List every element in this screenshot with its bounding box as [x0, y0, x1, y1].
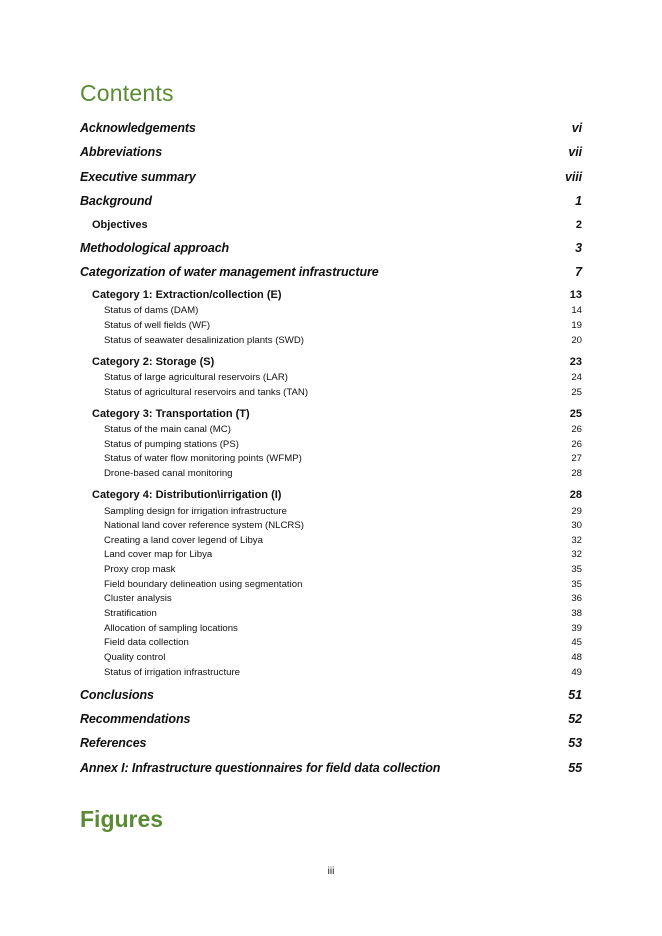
toc-entry-page: 26: [571, 439, 582, 450]
toc-entry-page: 45: [571, 637, 582, 648]
toc-entry-water-flow-monitoring[interactable]: [80, 453, 582, 464]
toc-entry-title: Status of seawater desalinization plants (SWD): [104, 335, 304, 346]
toc-entry-title: Recommendations: [80, 712, 191, 726]
toc-entry-background[interactable]: [80, 194, 582, 208]
toc-entry-page: 30: [571, 520, 582, 531]
toc-entry-acknowledgements[interactable]: [80, 121, 582, 135]
toc-entry-title: Creating a land cover legend of Libya: [104, 535, 263, 546]
toc-entry-title: Executive summary: [80, 170, 196, 184]
toc-entry-dams[interactable]: [80, 305, 582, 316]
toc-entry-recommendations[interactable]: [80, 712, 582, 726]
toc-entry-title: Quality control: [104, 652, 166, 663]
toc-entry-field-boundary[interactable]: [80, 579, 582, 590]
toc-entry-annex-1[interactable]: [80, 761, 582, 775]
toc-entry-proxy-crop-mask[interactable]: [80, 564, 582, 575]
toc-entry-category-4[interactable]: [80, 489, 582, 501]
toc-entry-title: Methodological approach: [80, 241, 230, 255]
toc-entry-page: 13: [569, 289, 582, 301]
toc-entry-title: Category 2: Storage (S): [92, 356, 215, 368]
contents-heading: Contents: [80, 80, 174, 106]
toc-entry-reservoirs-tanks[interactable]: [80, 387, 582, 398]
toc-entry-page: 25: [569, 408, 582, 420]
toc-entry-title: Status of irrigation infrastructure: [104, 667, 240, 678]
toc-entry-page: 7: [575, 265, 582, 279]
toc-entry-page: 27: [571, 453, 582, 464]
toc-entry-title: Field data collection: [104, 637, 189, 648]
toc-entry-executive-summary[interactable]: [80, 170, 582, 184]
toc-entry-page: 3: [575, 241, 582, 255]
toc-entry-page: 55: [568, 761, 582, 775]
toc-entry-title: Category 3: Transportation (T): [92, 408, 250, 420]
toc-entry-title: Allocation of sampling locations: [104, 623, 238, 634]
toc-entry-abbreviations[interactable]: [80, 145, 582, 159]
toc-entry-land-cover-legend[interactable]: [80, 535, 582, 546]
toc-entry-well-fields[interactable]: [80, 320, 582, 331]
toc-entry-page: 38: [571, 608, 582, 619]
toc-entry-title: Field boundary delineation using segmentation: [104, 579, 303, 590]
toc-entry-title: Category 4: Distribution\irrigation (I): [92, 489, 282, 501]
toc-entry-methodological-approach[interactable]: [80, 241, 582, 255]
toc-entry-page: 23: [569, 356, 582, 368]
toc-entry-page: 25: [571, 387, 582, 398]
toc-entry-title: Status of well fields (WF): [104, 320, 211, 331]
toc-entry-title: Drone-based canal monitoring: [104, 468, 233, 479]
toc-entry-title: Status of pumping stations (PS): [104, 439, 239, 450]
toc-entry-page: 14: [571, 305, 582, 316]
toc-entry-title: Categorization of water management infrastructure: [80, 265, 379, 279]
toc-entry-page: 39: [571, 623, 582, 634]
toc-entry-allocation[interactable]: [80, 623, 582, 634]
toc-entry-page: 49: [571, 667, 582, 678]
toc-entry-title: Stratification: [104, 608, 157, 619]
toc-entry-page: 20: [571, 335, 582, 346]
toc-entry-references[interactable]: [80, 736, 582, 750]
toc-entry-title: Status of agricultural reservoirs and tanks (TAN): [104, 387, 309, 398]
toc-entry-page: 53: [568, 736, 582, 750]
toc-entry-title: Annex I: Infrastructure questionnaires for field data collection: [80, 761, 441, 775]
toc-entry-title: Status of the main canal (MC): [104, 424, 231, 435]
toc-entry-page: viii: [565, 170, 582, 184]
toc-entry-stratification[interactable]: [80, 608, 582, 619]
toc-entry-title: Background: [80, 194, 152, 208]
toc-entry-page: 52: [568, 712, 582, 726]
toc-entry-large-reservoirs[interactable]: [80, 372, 582, 383]
toc-entry-pumping-stations[interactable]: [80, 439, 582, 450]
toc-entry-page: 26: [571, 424, 582, 435]
toc-entry-main-canal[interactable]: [80, 424, 582, 435]
toc-entry-page: 35: [571, 579, 582, 590]
toc-entry-page: 29: [571, 506, 582, 517]
toc-entry-sampling-design[interactable]: [80, 506, 582, 517]
toc-entry-title: Sampling design for irrigation infrastructure: [104, 506, 287, 517]
toc-entry-irrigation-status[interactable]: [80, 667, 582, 678]
toc-entry-page: 19: [571, 320, 582, 331]
toc-entry-page: 48: [571, 652, 582, 663]
toc-entry-page: 36: [571, 593, 582, 604]
toc-entry-title: Category 1: Extraction/collection (E): [92, 289, 282, 301]
toc-entry-title: References: [80, 736, 147, 750]
toc-entry-page: vii: [568, 145, 582, 159]
toc-entry-page: 28: [571, 468, 582, 479]
toc-entry-title: Cluster analysis: [104, 593, 172, 604]
toc-entry-page: 24: [571, 372, 582, 383]
toc-entry-page: 32: [571, 549, 582, 560]
document-page: [80, 0, 582, 936]
toc-entry-conclusions[interactable]: [80, 688, 582, 702]
toc-entry-category-2[interactable]: [80, 356, 582, 368]
toc-entry-desalinization[interactable]: [80, 335, 582, 346]
toc-entry-page: 1: [575, 194, 582, 208]
toc-entry-cluster-analysis[interactable]: [80, 593, 582, 604]
toc-entry-field-data-collection[interactable]: [80, 637, 582, 648]
toc-entry-page: 28: [569, 489, 582, 501]
toc-entry-title: Status of water flow monitoring points (WFMP): [104, 453, 302, 464]
toc-entry-category-1[interactable]: [80, 289, 582, 301]
toc-entry-drone-monitoring[interactable]: [80, 468, 582, 479]
toc-entry-title: Conclusions: [80, 688, 154, 702]
toc-entry-quality-control[interactable]: [80, 652, 582, 663]
toc-entry-land-cover-map[interactable]: [80, 549, 582, 560]
toc-entry-title: Land cover map for Libya: [104, 549, 213, 560]
figures-heading: Figures: [80, 806, 164, 832]
toc-entry-category-3[interactable]: [80, 408, 582, 420]
page-number: iii: [327, 866, 335, 877]
toc-entry-objectives[interactable]: [80, 219, 582, 231]
toc-entry-page: 2: [575, 219, 582, 231]
toc-entry-title: Abbreviations: [80, 145, 163, 159]
toc-entry-title: Status of dams (DAM): [104, 305, 199, 316]
toc-entry-page: 51: [568, 688, 582, 702]
toc-entry-categorization[interactable]: [80, 265, 582, 279]
toc-entry-title: Status of large agricultural reservoirs (LAR): [104, 372, 288, 383]
toc-entry-title: Proxy crop mask: [104, 564, 176, 575]
toc-entry-nlcrs[interactable]: [80, 520, 582, 531]
toc-entry-page: 32: [571, 535, 582, 546]
toc-entry-title: Objectives: [92, 219, 148, 231]
toc-entry-page: vi: [571, 121, 582, 135]
toc-entry-title: Acknowledgements: [80, 121, 196, 135]
toc-entry-title: National land cover reference system (NLCRS): [104, 520, 304, 531]
toc-entry-page: 35: [571, 564, 582, 575]
